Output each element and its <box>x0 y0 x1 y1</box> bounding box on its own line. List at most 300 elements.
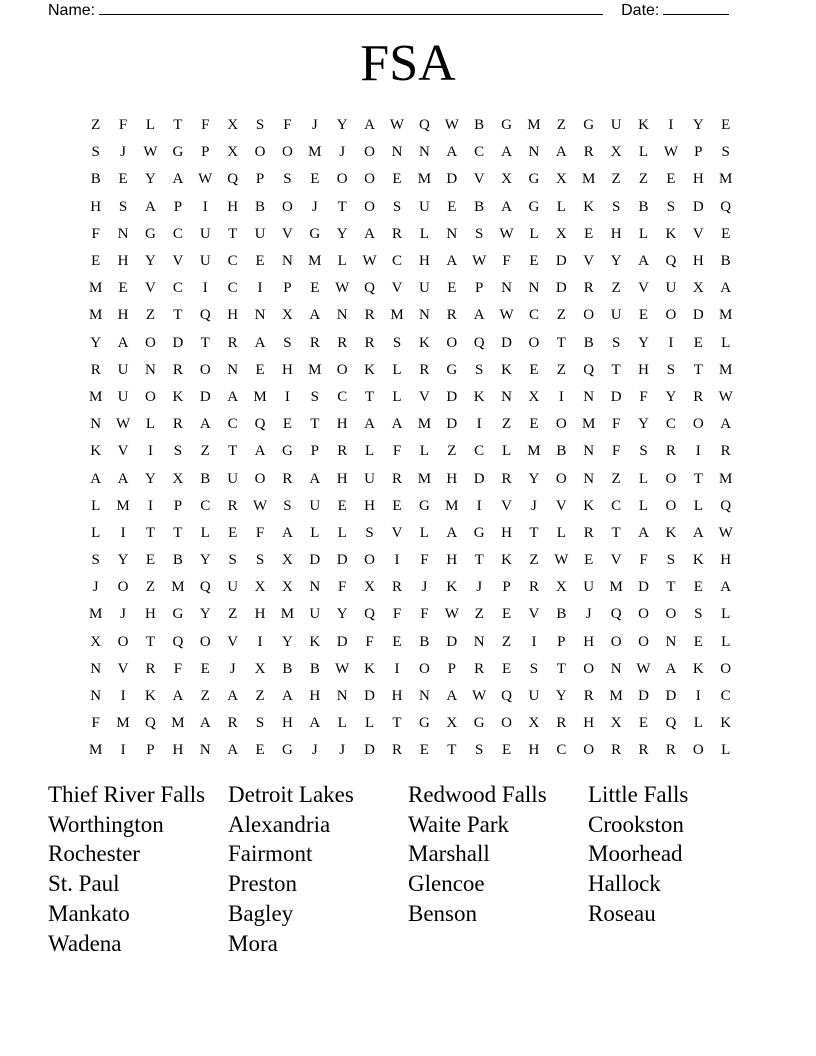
grid-letter[interactable]: Q <box>418 117 430 134</box>
grid-letter[interactable]: L <box>91 497 101 514</box>
grid-letter[interactable]: W <box>472 688 487 705</box>
grid-letter[interactable]: Z <box>556 361 566 378</box>
grid-letter[interactable]: O <box>528 334 540 351</box>
grid-letter[interactable]: N <box>501 388 512 405</box>
grid-letter[interactable]: I <box>202 280 208 297</box>
grid-letter[interactable]: E <box>447 280 457 297</box>
grid-letter[interactable]: N <box>418 307 430 324</box>
grid-letter[interactable]: S <box>310 388 319 405</box>
grid-letter[interactable]: Y <box>199 606 211 623</box>
grid-letter[interactable]: T <box>337 198 347 215</box>
grid-letter[interactable]: E <box>255 253 265 270</box>
grid-letter[interactable]: J <box>339 144 346 161</box>
grid-letter[interactable]: S <box>474 361 484 378</box>
grid-letter[interactable]: E <box>118 280 128 297</box>
grid-letter[interactable]: Z <box>474 606 484 623</box>
grid-letter[interactable]: M <box>719 361 733 378</box>
grid-letter[interactable]: J <box>120 144 126 161</box>
grid-letter[interactable]: L <box>638 470 649 487</box>
grid-letter[interactable]: B <box>309 660 320 677</box>
grid-letter[interactable]: V <box>501 497 512 514</box>
grid-letter[interactable]: Y <box>145 470 156 487</box>
grid-letter[interactable]: V <box>555 497 567 514</box>
grid-letter[interactable]: U <box>199 225 211 242</box>
grid-letter[interactable]: K <box>364 361 376 378</box>
grid-letter[interactable]: M <box>527 443 541 460</box>
grid-letter[interactable]: O <box>145 334 156 351</box>
grid-letter[interactable]: A <box>720 280 732 297</box>
grid-letter[interactable]: F <box>255 524 265 541</box>
grid-letter[interactable]: Y <box>90 334 102 351</box>
grid-letter[interactable]: K <box>172 388 184 405</box>
grid-letter[interactable]: U <box>254 225 266 242</box>
grid-letter[interactable]: E <box>392 497 402 514</box>
grid-letter[interactable]: T <box>365 388 375 405</box>
grid-letter[interactable]: T <box>228 225 238 242</box>
grid-letter[interactable]: F <box>118 117 128 134</box>
grid-letter[interactable]: F <box>639 388 648 405</box>
grid-letter[interactable]: W <box>718 388 733 405</box>
grid-letter[interactable]: F <box>420 552 429 569</box>
grid-letter[interactable]: Z <box>447 443 457 460</box>
grid-letter[interactable]: E <box>529 253 539 270</box>
grid-letter[interactable]: T <box>228 443 238 460</box>
grid-letter[interactable]: A <box>665 660 677 677</box>
grid-letter[interactable]: R <box>145 660 156 677</box>
grid-letter[interactable]: W <box>663 144 678 161</box>
grid-letter[interactable]: J <box>531 497 537 514</box>
grid-letter[interactable]: S <box>255 715 265 732</box>
grid-letter[interactable]: Z <box>200 688 210 705</box>
grid-letter[interactable]: C <box>391 253 402 270</box>
grid-letter[interactable]: N <box>473 633 485 650</box>
grid-letter[interactable]: E <box>91 253 101 270</box>
grid-letter[interactable]: K <box>692 552 704 569</box>
grid-letter[interactable]: I <box>695 443 701 460</box>
grid-letter[interactable]: S <box>283 497 292 514</box>
grid-letter[interactable]: B <box>90 171 101 188</box>
grid-letter[interactable]: H <box>638 361 649 378</box>
grid-letter[interactable]: T <box>529 524 539 541</box>
grid-letter[interactable]: H <box>446 470 458 487</box>
grid-letter[interactable]: D <box>309 552 321 569</box>
grid-letter[interactable]: X <box>610 715 622 732</box>
grid-letter[interactable]: I <box>558 388 564 405</box>
grid-letter[interactable]: U <box>583 579 595 596</box>
grid-letter[interactable]: C <box>528 307 539 324</box>
grid-letter[interactable]: E <box>638 715 649 732</box>
grid-letter[interactable]: R <box>227 715 238 732</box>
grid-letter[interactable]: M <box>719 307 733 324</box>
grid-letter[interactable]: X <box>282 579 293 596</box>
grid-letter[interactable]: H <box>282 361 293 378</box>
grid-letter[interactable]: O <box>117 633 129 650</box>
grid-letter[interactable]: O <box>364 552 376 569</box>
grid-letter[interactable]: J <box>476 579 483 596</box>
grid-letter[interactable]: K <box>501 361 512 378</box>
grid-letter[interactable]: W <box>116 416 131 433</box>
grid-letter[interactable]: Z <box>255 688 265 705</box>
grid-letter[interactable]: A <box>446 253 458 270</box>
grid-letter[interactable]: H <box>364 497 376 514</box>
grid-letter[interactable]: V <box>473 171 485 188</box>
grid-letter[interactable]: O <box>336 171 348 188</box>
grid-letter[interactable]: Q <box>665 715 677 732</box>
grid-letter[interactable]: R <box>556 715 567 732</box>
grid-letter[interactable]: Y <box>117 552 129 569</box>
grid-letter[interactable]: D <box>692 198 704 215</box>
grid-letter[interactable]: V <box>610 552 622 569</box>
grid-letter[interactable]: T <box>474 552 484 569</box>
grid-letter[interactable]: I <box>531 633 537 650</box>
grid-letter[interactable]: L <box>145 117 156 134</box>
grid-letter[interactable]: Q <box>172 633 184 650</box>
grid-letter[interactable]: J <box>421 579 428 596</box>
grid-letter[interactable]: D <box>665 688 677 705</box>
grid-letter[interactable]: G <box>583 117 595 134</box>
grid-letter[interactable]: O <box>282 144 293 161</box>
grid-letter[interactable]: O <box>583 307 595 324</box>
grid-letter[interactable]: O <box>364 171 376 188</box>
grid-letter[interactable]: O <box>583 742 595 759</box>
grid-letter[interactable]: H <box>692 253 704 270</box>
grid-letter[interactable]: D <box>336 633 348 650</box>
grid-letter[interactable]: E <box>693 579 703 596</box>
grid-letter[interactable]: X <box>254 660 266 677</box>
grid-letter[interactable]: W <box>636 660 651 677</box>
grid-letter[interactable]: M <box>445 497 459 514</box>
grid-letter[interactable]: A <box>364 416 376 433</box>
grid-letter[interactable]: L <box>693 715 703 732</box>
grid-letter[interactable]: A <box>254 443 266 460</box>
grid-letter[interactable]: S <box>474 742 484 759</box>
grid-letter[interactable]: M <box>171 715 185 732</box>
grid-letter[interactable]: V <box>391 524 403 541</box>
grid-letter[interactable]: L <box>337 715 347 732</box>
grid-letter[interactable]: S <box>91 552 100 569</box>
grid-letter[interactable]: K <box>692 660 704 677</box>
grid-letter[interactable]: G <box>172 606 184 623</box>
grid-letter[interactable]: I <box>668 334 674 351</box>
grid-letter[interactable]: S <box>694 606 703 623</box>
grid-letter[interactable]: I <box>284 388 290 405</box>
grid-letter[interactable]: A <box>227 388 239 405</box>
grid-letter[interactable]: M <box>417 171 432 188</box>
grid-letter[interactable]: X <box>282 307 293 324</box>
grid-letter[interactable]: P <box>173 497 183 514</box>
grid-letter[interactable]: H <box>172 742 184 759</box>
grid-letter[interactable]: E <box>337 497 347 514</box>
grid-letter[interactable]: V <box>528 606 540 623</box>
grid-letter[interactable]: E <box>529 361 539 378</box>
grid-letter[interactable]: Y <box>665 388 677 405</box>
grid-letter[interactable]: E <box>200 660 210 677</box>
grid-letter[interactable]: Z <box>611 171 621 188</box>
grid-letter[interactable]: L <box>721 334 731 351</box>
grid-letter[interactable]: J <box>92 579 99 596</box>
grid-letter[interactable]: T <box>693 470 703 487</box>
grid-letter[interactable]: T <box>145 524 156 541</box>
grid-letter[interactable]: L <box>392 388 402 405</box>
grid-letter[interactable]: H <box>583 715 595 732</box>
grid-letter[interactable]: P <box>255 171 265 188</box>
grid-letter[interactable]: O <box>199 633 211 650</box>
grid-letter[interactable]: C <box>172 225 183 242</box>
grid-letter[interactable]: E <box>310 171 320 188</box>
grid-letter[interactable]: P <box>146 742 155 759</box>
grid-letter[interactable]: O <box>199 361 211 378</box>
grid-letter[interactable]: F <box>338 579 347 596</box>
grid-letter[interactable]: Q <box>610 606 622 623</box>
grid-letter[interactable]: L <box>419 443 429 460</box>
grid-letter[interactable]: H <box>528 742 540 759</box>
grid-letter[interactable]: H <box>90 198 102 215</box>
grid-letter[interactable]: H <box>720 552 732 569</box>
grid-letter[interactable]: H <box>501 524 512 541</box>
grid-letter[interactable]: E <box>228 524 238 541</box>
grid-letter[interactable]: K <box>446 579 458 596</box>
grid-letter[interactable]: L <box>200 524 210 541</box>
grid-letter[interactable]: C <box>200 497 211 514</box>
grid-letter[interactable]: R <box>282 470 293 487</box>
grid-letter[interactable]: S <box>666 198 676 215</box>
grid-letter[interactable]: E <box>447 198 457 215</box>
grid-letter[interactable]: O <box>555 416 567 433</box>
grid-letter[interactable]: P <box>283 280 292 297</box>
grid-letter[interactable]: X <box>692 280 704 297</box>
grid-letter[interactable]: A <box>227 742 239 759</box>
grid-letter[interactable]: A <box>364 225 376 242</box>
grid-letter[interactable]: B <box>583 334 594 351</box>
grid-letter[interactable]: Y <box>692 117 704 134</box>
grid-letter[interactable]: R <box>528 579 539 596</box>
grid-letter[interactable]: T <box>611 361 621 378</box>
grid-letter[interactable]: E <box>419 742 429 759</box>
grid-letter[interactable]: F <box>392 606 402 623</box>
grid-letter[interactable]: L <box>721 606 731 623</box>
grid-letter[interactable]: Q <box>364 606 376 623</box>
grid-letter[interactable]: H <box>391 688 403 705</box>
grid-letter[interactable]: A <box>282 524 293 541</box>
grid-letter[interactable]: K <box>364 660 376 677</box>
grid-letter[interactable]: O <box>665 606 677 623</box>
grid-letter[interactable]: B <box>556 606 567 623</box>
grid-letter[interactable]: T <box>447 742 457 759</box>
grid-letter[interactable]: G <box>172 144 184 161</box>
grid-letter[interactable]: Y <box>145 171 156 188</box>
grid-letter[interactable]: S <box>173 443 183 460</box>
grid-letter[interactable]: T <box>173 307 183 324</box>
grid-letter[interactable]: I <box>147 497 153 514</box>
grid-letter[interactable]: Y <box>555 688 567 705</box>
grid-letter[interactable]: G <box>282 742 293 759</box>
grid-letter[interactable]: E <box>145 552 156 569</box>
grid-letter[interactable]: R <box>391 742 402 759</box>
grid-letter[interactable]: N <box>336 688 348 705</box>
grid-letter[interactable]: O <box>282 198 293 215</box>
grid-letter[interactable]: L <box>365 715 375 732</box>
grid-letter[interactable]: G <box>282 443 293 460</box>
grid-letter[interactable]: P <box>474 280 484 297</box>
grid-letter[interactable]: D <box>638 688 649 705</box>
grid-letter[interactable]: R <box>583 144 594 161</box>
grid-letter[interactable]: X <box>610 144 622 161</box>
grid-letter[interactable]: S <box>392 198 402 215</box>
grid-letter[interactable]: C <box>227 280 238 297</box>
grid-letter[interactable]: R <box>364 307 375 324</box>
grid-letter[interactable]: S <box>611 334 621 351</box>
grid-letter[interactable]: R <box>665 443 676 460</box>
grid-letter[interactable]: G <box>528 198 540 215</box>
grid-letter[interactable]: A <box>692 524 704 541</box>
grid-letter[interactable]: F <box>173 660 183 677</box>
grid-letter[interactable]: Q <box>254 416 266 433</box>
grid-letter[interactable]: V <box>172 253 184 270</box>
grid-letter[interactable]: H <box>117 253 129 270</box>
grid-letter[interactable]: U <box>364 470 376 487</box>
grid-letter[interactable]: C <box>337 388 348 405</box>
grid-letter[interactable]: D <box>446 171 458 188</box>
grid-letter[interactable]: F <box>365 633 374 650</box>
grid-letter[interactable]: D <box>692 307 704 324</box>
grid-letter[interactable]: I <box>476 416 482 433</box>
grid-letter[interactable]: B <box>172 552 183 569</box>
grid-letter[interactable]: G <box>418 497 430 514</box>
grid-letter[interactable]: T <box>556 660 566 677</box>
grid-letter[interactable]: V <box>583 253 595 270</box>
grid-letter[interactable]: N <box>90 660 102 677</box>
grid-letter[interactable]: T <box>392 715 402 732</box>
grid-letter[interactable]: B <box>282 660 293 677</box>
grid-letter[interactable]: O <box>501 715 512 732</box>
grid-letter[interactable]: A <box>446 688 458 705</box>
grid-letter[interactable]: L <box>365 443 375 460</box>
grid-letter[interactable]: U <box>610 307 622 324</box>
grid-letter[interactable]: L <box>337 253 347 270</box>
grid-letter[interactable]: T <box>200 334 210 351</box>
grid-letter[interactable]: R <box>665 742 676 759</box>
grid-letter[interactable]: L <box>419 225 429 242</box>
grid-letter[interactable]: Y <box>336 117 348 134</box>
grid-letter[interactable]: J <box>585 606 592 623</box>
grid-letter[interactable]: X <box>528 715 540 732</box>
grid-letter[interactable]: A <box>720 416 732 433</box>
grid-letter[interactable]: H <box>336 416 348 433</box>
grid-letter[interactable]: P <box>694 144 703 161</box>
grid-letter[interactable]: L <box>693 497 703 514</box>
grid-letter[interactable]: W <box>499 307 514 324</box>
grid-letter[interactable]: M <box>417 416 432 433</box>
grid-letter[interactable]: H <box>117 307 129 324</box>
grid-letter[interactable]: O <box>364 198 376 215</box>
grid-letter[interactable]: N <box>418 688 430 705</box>
grid-letter[interactable]: I <box>394 660 400 677</box>
grid-letter[interactable]: I <box>257 633 263 650</box>
grid-letter[interactable]: L <box>501 443 512 460</box>
grid-letter[interactable]: H <box>227 198 239 215</box>
grid-letter[interactable]: E <box>392 633 402 650</box>
grid-letter[interactable]: D <box>446 388 458 405</box>
grid-letter[interactable]: K <box>418 334 430 351</box>
grid-letter[interactable]: M <box>719 171 733 188</box>
grid-letter[interactable]: Z <box>611 280 621 297</box>
grid-letter[interactable]: U <box>227 579 239 596</box>
grid-letter[interactable]: X <box>227 144 239 161</box>
grid-letter[interactable]: N <box>528 280 540 297</box>
grid-letter[interactable]: H <box>282 715 293 732</box>
grid-letter[interactable]: I <box>394 552 400 569</box>
grid-letter[interactable]: T <box>173 117 183 134</box>
grid-letter[interactable]: S <box>228 552 237 569</box>
grid-letter[interactable]: K <box>665 524 677 541</box>
grid-letter[interactable]: X <box>364 579 376 596</box>
grid-letter[interactable]: L <box>721 742 731 759</box>
grid-letter[interactable]: T <box>310 416 320 433</box>
grid-letter[interactable]: L <box>721 633 731 650</box>
grid-letter[interactable]: R <box>611 742 622 759</box>
grid-letter[interactable]: V <box>117 660 129 677</box>
grid-letter[interactable]: S <box>721 144 730 161</box>
grid-letter[interactable]: B <box>474 198 485 215</box>
grid-letter[interactable]: A <box>309 307 321 324</box>
grid-letter[interactable]: F <box>420 606 429 623</box>
grid-letter[interactable]: L <box>145 416 156 433</box>
grid-letter[interactable]: R <box>501 470 512 487</box>
grid-letter[interactable]: A <box>501 144 512 161</box>
grid-letter[interactable]: O <box>692 416 704 433</box>
grid-letter[interactable]: Z <box>529 552 539 569</box>
grid-letter[interactable]: Y <box>528 470 540 487</box>
grid-letter[interactable]: U <box>610 117 622 134</box>
grid-letter[interactable]: C <box>665 416 676 433</box>
grid-letter[interactable]: M <box>609 688 623 705</box>
grid-letter[interactable]: K <box>583 198 595 215</box>
grid-letter[interactable]: D <box>199 388 211 405</box>
name-input-line[interactable] <box>99 0 603 15</box>
grid-letter[interactable]: E <box>638 307 649 324</box>
grid-letter[interactable]: D <box>172 334 184 351</box>
grid-letter[interactable]: R <box>419 361 430 378</box>
grid-letter[interactable]: D <box>638 579 649 596</box>
grid-letter[interactable]: A <box>90 470 102 487</box>
grid-letter[interactable]: R <box>227 497 238 514</box>
grid-letter[interactable]: U <box>227 470 239 487</box>
grid-letter[interactable]: C <box>227 253 238 270</box>
grid-letter[interactable]: S <box>283 334 292 351</box>
grid-letter[interactable]: X <box>282 552 293 569</box>
grid-letter[interactable]: L <box>91 524 101 541</box>
grid-letter[interactable]: M <box>609 579 623 596</box>
grid-letter[interactable]: M <box>171 579 185 596</box>
grid-letter[interactable]: E <box>721 117 731 134</box>
grid-letter[interactable]: J <box>311 198 318 215</box>
grid-letter[interactable]: J <box>311 117 318 134</box>
grid-letter[interactable]: C <box>611 497 622 514</box>
grid-letter[interactable]: B <box>200 470 211 487</box>
grid-letter[interactable]: O <box>336 361 348 378</box>
grid-letter[interactable]: Z <box>611 470 621 487</box>
grid-letter[interactable]: E <box>584 552 594 569</box>
grid-letter[interactable]: A <box>254 334 266 351</box>
grid-letter[interactable]: A <box>638 253 649 270</box>
grid-letter[interactable]: L <box>638 225 649 242</box>
grid-letter[interactable]: S <box>283 171 292 188</box>
grid-letter[interactable]: R <box>446 307 457 324</box>
grid-letter[interactable]: B <box>474 117 485 134</box>
date-input-line[interactable] <box>663 0 729 15</box>
grid-letter[interactable]: U <box>309 606 321 623</box>
grid-letter[interactable]: Q <box>720 497 732 514</box>
